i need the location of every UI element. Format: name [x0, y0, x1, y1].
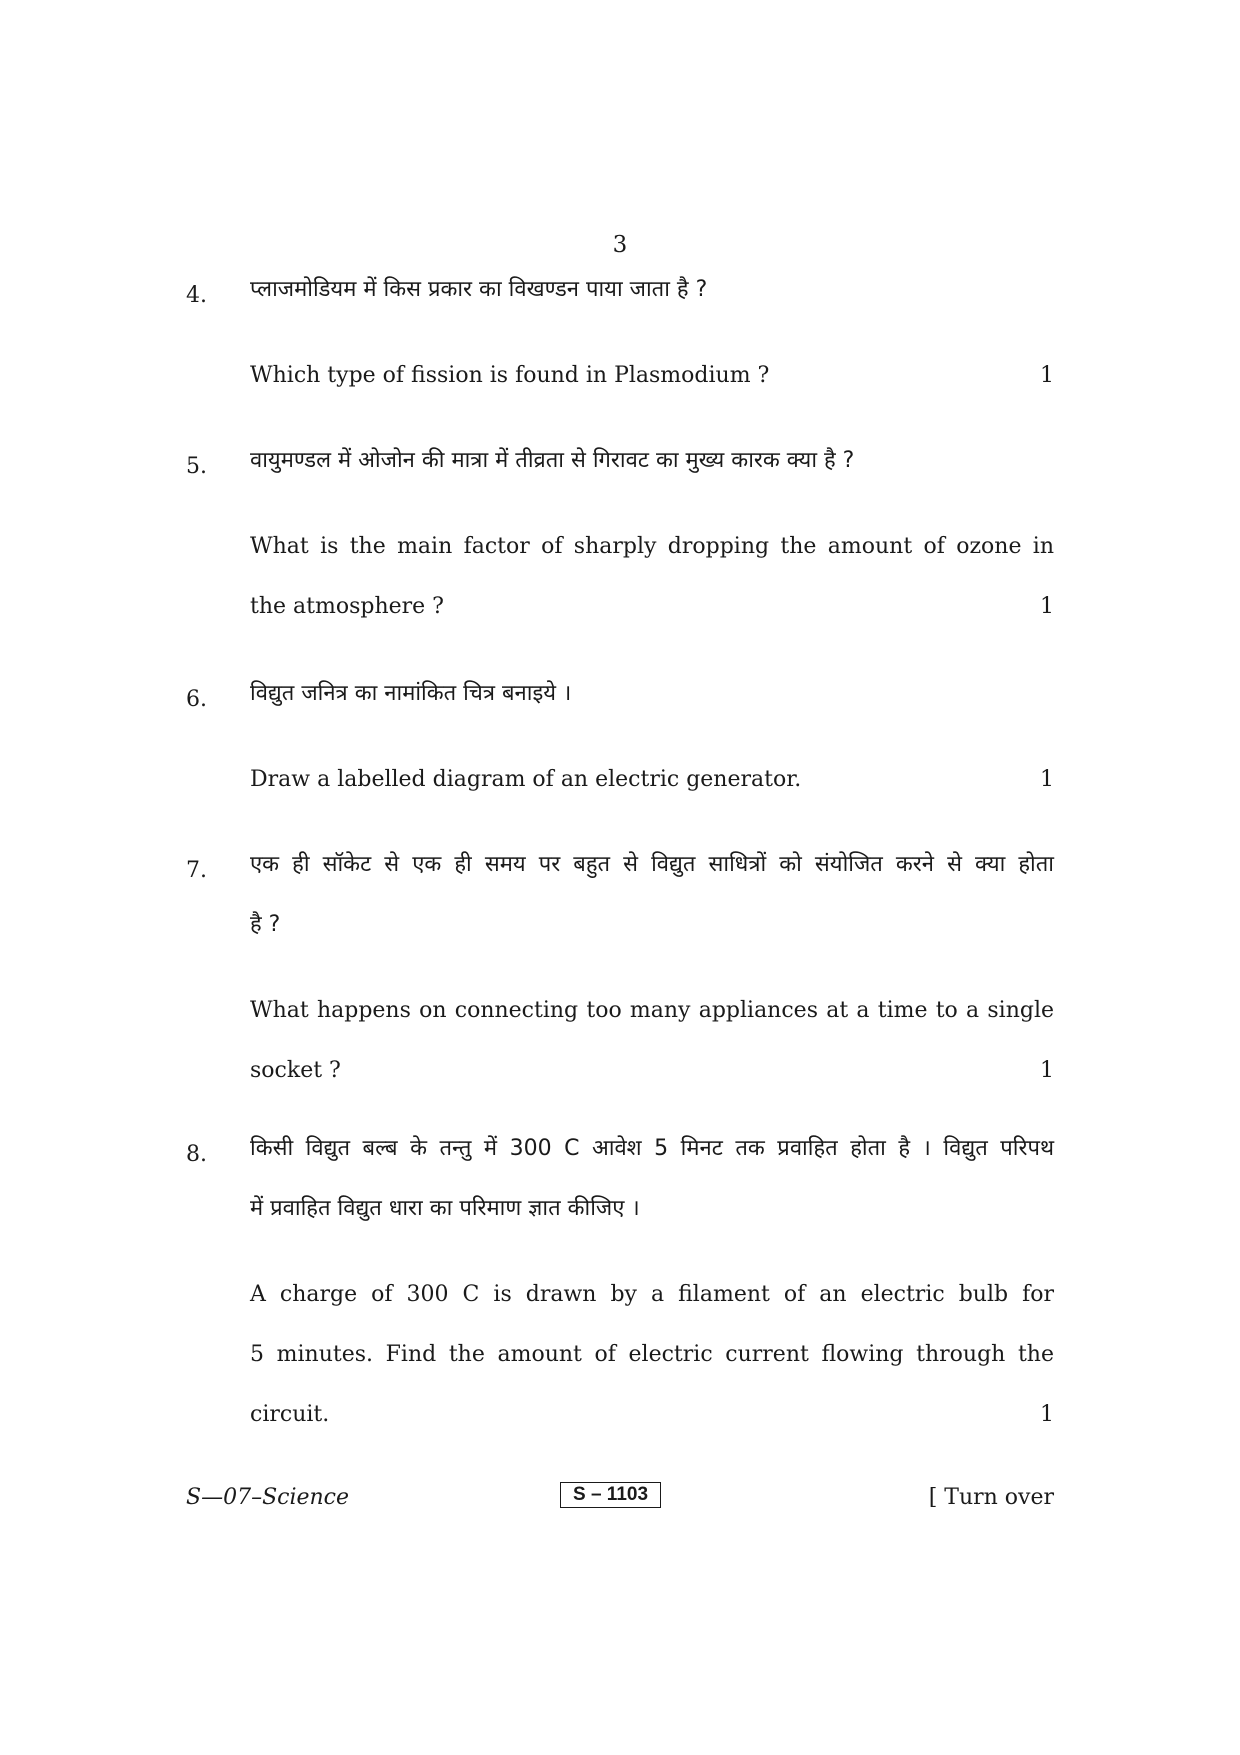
question-marks: 1: [1040, 363, 1054, 388]
question-hindi-line: है ?: [250, 912, 281, 937]
paper-code: S—07–Science: [186, 1485, 350, 1510]
page-footer: [186, 1485, 1054, 1519]
question-number: 5.: [186, 454, 207, 479]
question-hindi-line: विद्युत जनित्र का नामांकित चित्र बनाइये ।: [250, 681, 572, 706]
question-english-line: Which type of fission is found in Plasmodium ?: [250, 363, 770, 388]
question-number: 4.: [186, 283, 207, 308]
question-hindi-line: प्लाजमोडियम में किस प्रकार का विखण्डन पाया जाता है ?: [250, 277, 708, 302]
question-english-line: socket ?: [250, 1058, 341, 1083]
question-marks: 1: [1040, 594, 1054, 619]
question-hindi-line: में प्रवाहित विद्युत धारा का परिमाण ज्ञात कीजिए ।: [250, 1196, 640, 1221]
question-marks: 1: [1040, 1402, 1054, 1427]
question-english-line: 5 minutes. Find the amount of electric current flowing through the: [250, 1342, 1054, 1367]
page-number: 3: [612, 232, 628, 258]
question-number: 7.: [186, 858, 207, 883]
paper-serial-box: S – 1103: [560, 1482, 661, 1508]
question-hindi-line: एक ही सॉकेट से एक ही समय पर बहुत से विद्युत साधित्रों को संयोजित करने से क्या होता: [250, 852, 1054, 877]
question-english-line: circuit.: [250, 1402, 330, 1427]
turn-over-label: [ Turn over: [928, 1485, 1054, 1510]
question-hindi-line: वायुमण्डल में ओजोन की मात्रा में तीव्रता से गिरावट का मुख्य कारक क्या है ?: [250, 448, 855, 473]
question-english-line: the atmosphere ?: [250, 594, 444, 619]
question-english-line: What is the main factor of sharply dropping the amount of ozone in: [250, 534, 1054, 559]
question-hindi-line: किसी विद्युत बल्ब के तन्तु में 300 C आवेश 5 मिनट तक प्रवाहित होता है । विद्युत परिपथ: [250, 1136, 1054, 1161]
question-marks: 1: [1040, 767, 1054, 792]
question-number: 6.: [186, 687, 207, 712]
question-marks: 1: [1040, 1058, 1054, 1083]
question-english-line: A charge of 300 C is drawn by a filament of an electric bulb for: [250, 1282, 1054, 1307]
question-english-line: What happens on connecting too many appliances at a time to a single: [250, 998, 1054, 1023]
question-english-line: Draw a labelled diagram of an electric generator.: [250, 767, 802, 792]
question-number: 8.: [186, 1142, 207, 1167]
